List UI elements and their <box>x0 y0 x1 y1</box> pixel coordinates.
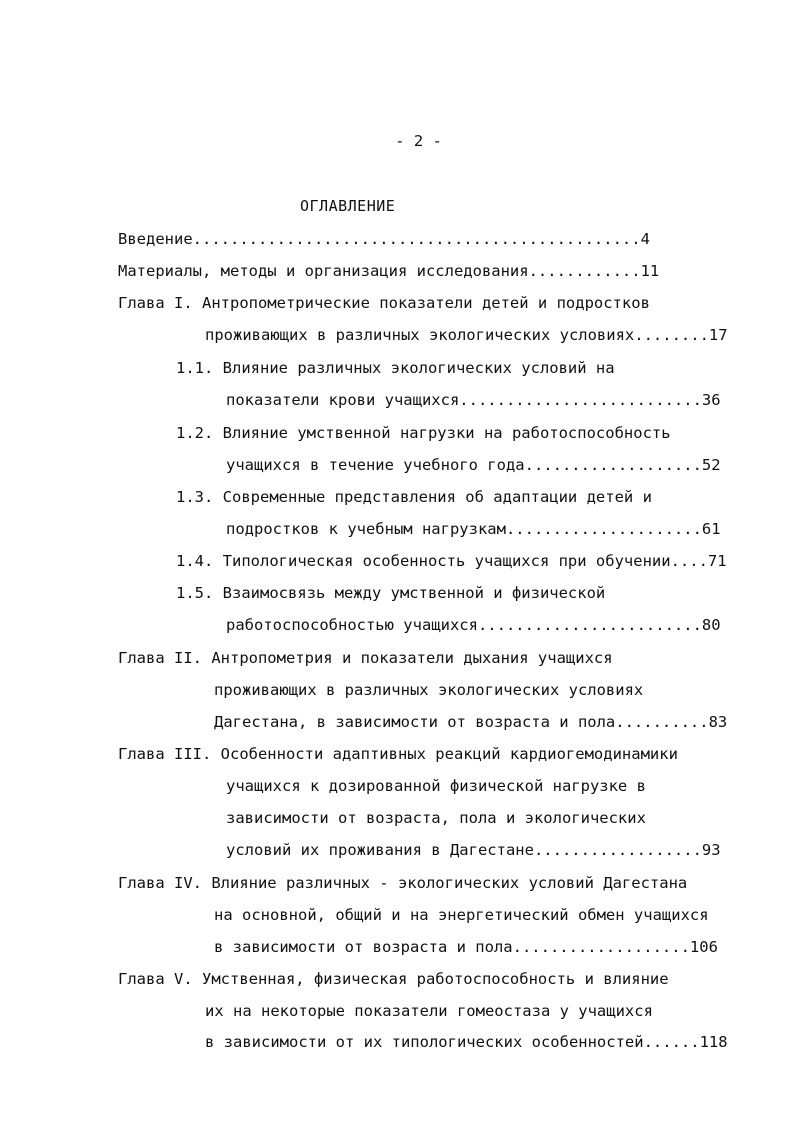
toc-entry: 1.1. Влияние различных экологических условий на <box>176 359 615 377</box>
toc-entry: Глава IV. Влияние различных - экологических условий Дагестана <box>118 874 688 892</box>
toc-entry: в зависимости от их типологических особенностей......118 <box>205 1033 728 1051</box>
toc-entry: учащихся в течение учебного года...................52 <box>226 456 721 474</box>
toc-entry: подростков к учебным нагрузкам.....................61 <box>226 520 721 538</box>
toc-entry: их на некоторые показатели гомеостаза у учащихся <box>205 1002 653 1020</box>
toc-entry: Материалы, методы и организация исследования............11 <box>118 262 660 280</box>
toc-entry: Дагестана, в зависимости от возраста и пола..........83 <box>214 713 728 731</box>
toc-entry: в зависимости от возраста и пола...................106 <box>214 938 718 956</box>
toc-entry: зависимости от возраста, пола и экологических <box>226 809 646 827</box>
toc-entry: проживающих в различных экологических условиях <box>214 681 644 699</box>
page-number: - 2 - <box>395 132 442 150</box>
toc-entry: Глава V. Умственная, физическая работоспособность и влияние <box>118 970 669 988</box>
toc-entry: 1.2. Влияние умственной нагрузки на работоспособность <box>176 424 671 442</box>
toc-entry: учащихся к дозированной физической нагрузке в <box>226 777 646 795</box>
toc-entry: Глава I. Антропометрические показатели детей и подростков <box>118 294 650 312</box>
toc-entry: 1.4. Типологическая особенность учащихся при обучении....71 <box>176 552 727 570</box>
toc-entry: Глава III. Особенности адаптивных реакций кардиогемодинамики <box>118 745 678 763</box>
toc-entry: Глава II. Антропометрия и показатели дыхания учащихся <box>118 649 613 667</box>
toc-entry: 1.3. Современные представления об адаптации детей и <box>176 488 652 506</box>
toc-entry: 1.5. Взаимосвязь между умственной и физической <box>176 584 606 602</box>
toc-title: ОГЛАВЛЕНИЕ <box>300 197 396 215</box>
toc-entry: проживающих в различных экологических условиях........17 <box>205 326 728 344</box>
toc-entry: показатели крови учащихся..........................36 <box>226 391 721 409</box>
toc-entry: работоспособностью учащихся........................80 <box>226 616 721 634</box>
toc-entry: условий их проживания в Дагестане..................93 <box>226 841 721 859</box>
toc-entry: Введение................................................4 <box>118 230 650 248</box>
toc-entry: на основной, общий и на энергетический обмен учащихся <box>214 906 709 924</box>
